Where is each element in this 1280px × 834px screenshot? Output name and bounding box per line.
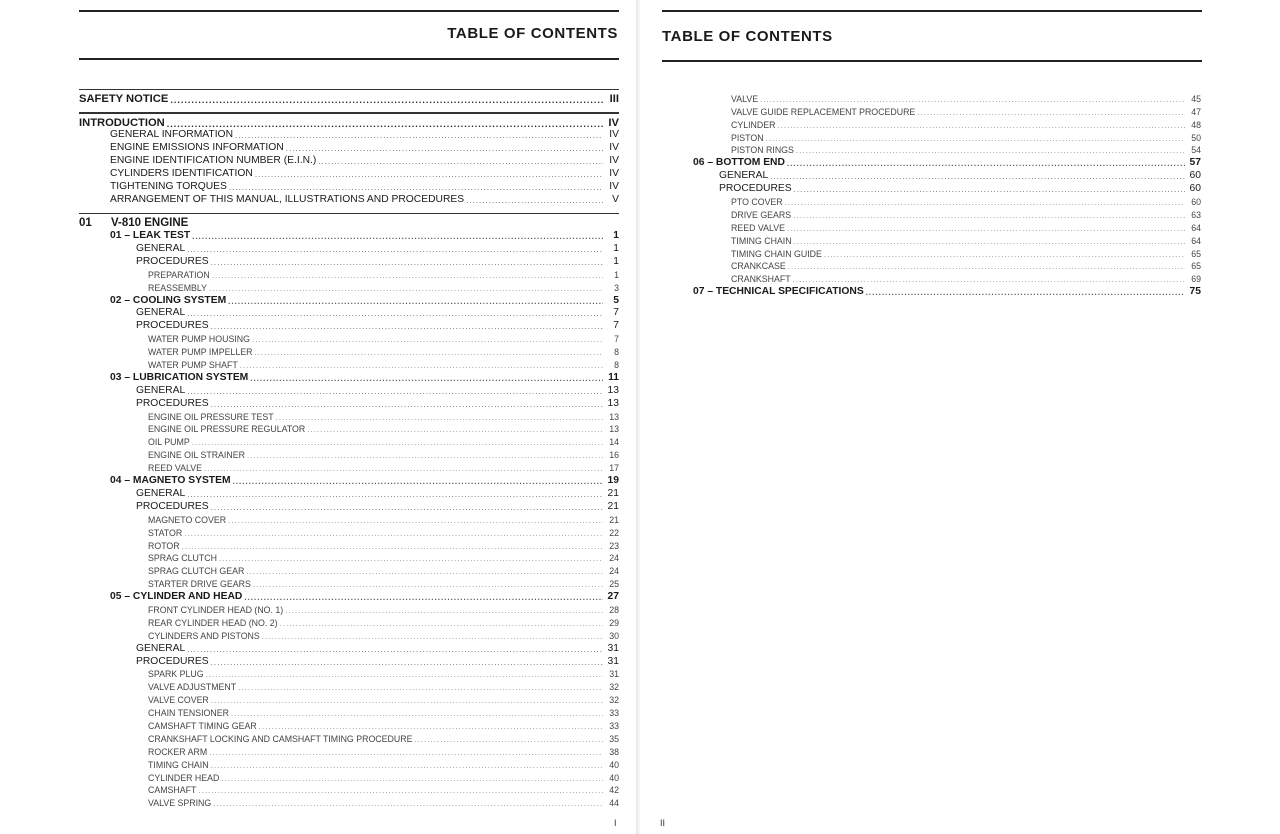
toc-page-number: 60	[1191, 197, 1201, 208]
toc-entry	[693, 285, 1201, 298]
toc-entry	[79, 242, 619, 255]
toc-entry-label: PROCEDURES	[719, 183, 792, 195]
left-page	[0, 0, 638, 834]
toc-entry	[79, 193, 619, 206]
header-rule-top	[662, 10, 1202, 12]
toc-entry-label: REAR CYLINDER HEAD (NO. 2)	[148, 617, 278, 628]
toc-page-number: IV	[608, 116, 619, 129]
dot-leader	[211, 503, 603, 513]
toc-page-number: 60	[1189, 183, 1201, 195]
dot-leader	[192, 438, 603, 448]
toc-entry	[79, 500, 619, 513]
toc-page-number: 40	[609, 772, 619, 783]
page-number: II	[660, 818, 666, 828]
dot-leader	[259, 722, 603, 732]
toc-page-number: 25	[609, 579, 619, 590]
dot-leader	[211, 258, 603, 268]
toc-entry	[79, 268, 619, 281]
toc-page-number: 14	[609, 437, 619, 448]
dot-leader	[228, 516, 603, 526]
dot-leader	[254, 348, 603, 358]
toc-page-number: 32	[609, 695, 619, 706]
toc-entry	[79, 474, 619, 487]
dot-leader	[866, 288, 1185, 298]
toc-entry-label: ENGINE EMISSIONS INFORMATION	[110, 142, 284, 154]
dot-leader	[794, 185, 1185, 195]
toc-entry-label: SPRAG CLUTCH	[148, 553, 217, 564]
toc-entry-label: WATER PUMP SHAFT	[148, 360, 238, 371]
toc-page-number: 28	[609, 604, 619, 615]
toc-entry	[79, 784, 619, 797]
toc-entry-label: PROCEDURES	[136, 320, 209, 332]
toc-entry-label: CAMSHAFT	[148, 785, 197, 796]
toc-entry	[79, 642, 619, 655]
toc-entry-label: 02 – COOLING SYSTEM	[110, 294, 227, 306]
dot-leader	[233, 477, 603, 487]
toc-entry-label: ENGINE OIL STRAINER	[148, 450, 245, 461]
toc-entry-label: STATOR	[148, 527, 183, 538]
toc-entry	[79, 732, 619, 745]
toc-list	[693, 92, 1201, 298]
toc-page-number: 13	[607, 384, 619, 396]
toc-entry	[79, 655, 619, 668]
dot-leader	[318, 157, 603, 167]
toc-page-number: 3	[614, 282, 619, 293]
toc-page-number: 63	[1191, 209, 1201, 220]
toc-entry	[79, 214, 619, 229]
toc-entry	[79, 384, 619, 397]
toc-entry-label: 06 – BOTTOM END	[693, 157, 785, 169]
toc-entry	[79, 114, 619, 129]
toc-entry-label: CRANKSHAFT LOCKING AND CAMSHAFT TIMING PROCEDURE	[148, 733, 413, 744]
toc-entry	[693, 118, 1201, 131]
dot-leader	[787, 224, 1185, 234]
dot-leader	[238, 683, 603, 693]
toc-entry-label: PISTON	[731, 132, 764, 143]
toc-entry-label: PTO COVER	[731, 197, 783, 208]
toc-entry-label: CRANKSHAFT	[731, 274, 791, 285]
toc-page-number: 69	[1191, 274, 1201, 285]
toc-entry	[693, 208, 1201, 221]
toc-page-number: 17	[609, 463, 619, 474]
toc-entry-label: GENERAL	[136, 487, 186, 499]
toc-entry-label: TIMING CHAIN	[731, 235, 792, 246]
toc-entry-label: ROCKER ARM	[148, 746, 208, 757]
toc-page-number: 29	[609, 617, 619, 628]
toc-page-number: 13	[609, 424, 619, 435]
toc-entry-label: ENGINE OIL PRESSURE TEST	[148, 411, 274, 422]
toc-page-number: 31	[607, 655, 619, 667]
toc-entry	[79, 229, 619, 242]
dot-leader	[240, 361, 603, 371]
dot-leader	[307, 425, 603, 435]
toc-entry	[79, 616, 619, 629]
dot-leader	[229, 183, 603, 193]
toc-entry	[79, 423, 619, 436]
toc-entry	[79, 255, 619, 268]
toc-entry-label: SPARK PLUG	[148, 669, 204, 680]
dot-leader	[221, 774, 603, 784]
toc-entry-label: WATER PUMP HOUSING	[148, 334, 250, 345]
dot-leader	[276, 413, 603, 423]
toc-entry	[79, 281, 619, 294]
toc-entry-label: ARRANGEMENT OF THIS MANUAL, ILLUSTRATIONS AND PROCEDURES	[110, 193, 465, 205]
dot-leader	[209, 284, 603, 294]
toc-entry	[79, 680, 619, 693]
toc-entry	[79, 487, 619, 500]
dot-leader	[170, 95, 603, 105]
toc-entry-label: GENERAL	[136, 307, 186, 319]
toc-entry	[79, 461, 619, 474]
toc-entry-label: PROCEDURES	[136, 655, 209, 667]
toc-entry-label: STARTER DRIVE GEARS	[148, 579, 251, 590]
toc-entry	[693, 260, 1201, 273]
dot-leader	[211, 696, 603, 706]
toc-page-number: 1	[613, 243, 619, 255]
dot-leader	[182, 542, 603, 552]
toc-entry-label: VALVE	[731, 93, 759, 104]
toc-entry	[79, 771, 619, 784]
toc-page-number: IV	[609, 129, 619, 141]
toc-entry	[79, 693, 619, 706]
toc-page-number: 27	[607, 591, 619, 603]
toc-page-number: 1	[613, 230, 619, 242]
toc-page-number: 35	[609, 733, 619, 744]
page-title: TABLE OF CONTENTS	[662, 28, 833, 45]
dot-leader	[252, 335, 603, 345]
toc-entry	[79, 719, 619, 732]
toc-page-number: III	[609, 93, 619, 106]
dot-leader	[777, 121, 1185, 131]
toc-entry	[693, 234, 1201, 247]
toc-entry	[693, 247, 1201, 260]
toc-page-number: 16	[609, 450, 619, 461]
toc-page-number: 23	[609, 540, 619, 551]
dot-leader	[285, 606, 603, 616]
toc-entry	[79, 796, 619, 809]
toc-page-number: 38	[609, 746, 619, 757]
toc-page-number: V	[612, 193, 619, 205]
toc-entry-label: 03 – LUBRICATION SYSTEM	[110, 371, 249, 383]
toc-page-number: 75	[1189, 286, 1201, 298]
header-rule-bottom	[662, 60, 1202, 62]
toc-entry-label: V-810 ENGINE	[111, 217, 189, 230]
toc-entry-label: REED VALVE	[731, 222, 785, 233]
toc-entry-label: VALVE ADJUSTMENT	[148, 682, 237, 693]
dot-leader	[219, 554, 603, 564]
dot-leader	[211, 761, 603, 771]
dot-leader	[211, 400, 603, 410]
dot-leader	[788, 262, 1185, 272]
toc-entry-label: FRONT CYLINDER HEAD (NO. 1)	[148, 604, 284, 615]
toc-page-number: 33	[609, 708, 619, 719]
dot-leader	[187, 245, 603, 255]
toc-entry-label: MAGNETO COVER	[148, 514, 227, 525]
toc-page-number: 21	[607, 487, 619, 499]
toc-entry	[79, 358, 619, 371]
toc-page-number: IV	[609, 168, 619, 180]
toc-page-number: 8	[614, 360, 619, 371]
dot-leader	[255, 170, 603, 180]
dot-leader	[235, 131, 603, 141]
toc-entry-label: INTRODUCTION	[79, 116, 165, 129]
toc-entry-label: 04 – MAGNETO SYSTEM	[110, 475, 231, 487]
page-title: TABLE OF CONTENTS	[447, 25, 618, 42]
toc-entry-label: PROCEDURES	[136, 255, 209, 267]
toc-entry-label: 01 – LEAK TEST	[110, 230, 191, 242]
dot-leader	[167, 119, 603, 129]
toc-entry-label: TIMING CHAIN GUIDE	[731, 248, 822, 259]
toc-entry	[693, 272, 1201, 285]
toc-entry-label: GENERAL INFORMATION	[110, 129, 233, 141]
dot-leader	[824, 250, 1185, 260]
dot-leader	[785, 198, 1185, 208]
dot-leader	[414, 735, 603, 745]
toc-entry	[693, 182, 1201, 195]
toc-page-number: 45	[1191, 93, 1201, 104]
toc-entry	[693, 221, 1201, 234]
toc-page-number: 65	[1191, 248, 1201, 259]
toc-entry-label: CYLINDER HEAD	[148, 772, 220, 783]
toc-entry-label: PROCEDURES	[136, 397, 209, 409]
toc-entry	[79, 629, 619, 642]
toc-list	[79, 90, 619, 809]
toc-entry	[79, 552, 619, 565]
toc-page-number: 42	[609, 785, 619, 796]
chapter-number: 01	[79, 217, 92, 230]
dot-leader	[192, 232, 603, 242]
toc-entry	[79, 90, 619, 105]
toc-entry	[79, 319, 619, 332]
page-number: I	[614, 818, 617, 828]
toc-entry-label: VALVE COVER	[148, 695, 209, 706]
toc-entry	[79, 590, 619, 603]
dot-leader	[246, 567, 603, 577]
dot-leader	[760, 95, 1185, 105]
toc-entry-label: REED VALVE	[148, 463, 202, 474]
toc-entry-label: CHAIN TENSIONER	[148, 708, 229, 719]
toc-entry	[693, 92, 1201, 105]
toc-entry	[79, 345, 619, 358]
dot-leader	[262, 632, 603, 642]
toc-page-number: IV	[609, 181, 619, 193]
dot-leader	[244, 593, 603, 603]
dot-leader	[770, 172, 1185, 182]
toc-page-number: 21	[609, 514, 619, 525]
toc-entry-label: GENERAL	[136, 243, 186, 255]
right-page	[640, 0, 1280, 834]
header-rule-top	[79, 10, 619, 12]
toc-page-number: 5	[613, 294, 619, 306]
toc-page-number: 50	[1191, 132, 1201, 143]
toc-entry	[79, 154, 619, 167]
dot-leader	[198, 786, 603, 796]
dot-leader	[187, 387, 603, 397]
header-rule-bottom	[79, 58, 619, 60]
toc-entry	[79, 448, 619, 461]
toc-page-number: 21	[607, 500, 619, 512]
toc-entry-label: PREPARATION	[148, 269, 210, 280]
toc-entry-label: ROTOR	[148, 540, 180, 551]
toc-entry-label: ENGINE IDENTIFICATION NUMBER (E.I.N.)	[110, 155, 317, 167]
toc-page-number: 7	[613, 320, 619, 332]
toc-page-number: 32	[609, 682, 619, 693]
toc-entry-label: CAMSHAFT TIMING GEAR	[148, 720, 257, 731]
toc-entry	[693, 169, 1201, 182]
toc-entry-label: PISTON RINGS	[731, 145, 794, 156]
toc-page-number: 8	[614, 347, 619, 358]
dot-leader	[187, 645, 603, 655]
dot-leader	[228, 297, 603, 307]
toc-page-number: 1	[613, 255, 619, 267]
toc-entry-label: VALVE GUIDE REPLACEMENT PROCEDURE	[731, 106, 916, 117]
toc-entry	[79, 745, 619, 758]
toc-page-number: 33	[609, 720, 619, 731]
toc-entry	[693, 195, 1201, 208]
dot-leader	[247, 451, 603, 461]
dot-leader	[793, 211, 1185, 221]
toc-entry	[79, 294, 619, 307]
dot-leader	[466, 196, 603, 206]
toc-page-number: 31	[607, 642, 619, 654]
dot-leader	[917, 108, 1185, 118]
toc-entry	[79, 758, 619, 771]
toc-entry-label: SPRAG CLUTCH GEAR	[148, 566, 245, 577]
toc-entry-label: CRANKCASE	[731, 261, 786, 272]
toc-entry	[79, 539, 619, 552]
toc-page-number: 24	[609, 553, 619, 564]
toc-entry-label: TIMING CHAIN	[148, 759, 209, 770]
dot-leader	[280, 619, 603, 629]
toc-entry	[79, 526, 619, 539]
toc-page-number: 7	[614, 334, 619, 345]
dot-leader	[206, 670, 603, 680]
toc-entry	[693, 105, 1201, 118]
toc-entry-label: CYLINDERS IDENTIFICATION	[110, 168, 253, 180]
toc-entry	[79, 167, 619, 180]
toc-page-number: IV	[609, 155, 619, 167]
toc-entry	[79, 577, 619, 590]
toc-entry-label: TIGHTENING TORQUES	[110, 181, 227, 193]
toc-entry-label: 05 – CYLINDER AND HEAD	[110, 591, 243, 603]
toc-entry-label: 07 – TECHNICAL SPECIFICATIONS	[693, 286, 864, 298]
toc-page-number: 13	[609, 411, 619, 422]
toc-entry	[79, 397, 619, 410]
dot-leader	[184, 529, 603, 539]
toc-page-number: 22	[609, 527, 619, 538]
toc-page-number: 54	[1191, 145, 1201, 156]
toc-entry	[79, 180, 619, 193]
dot-leader	[187, 490, 603, 500]
toc-entry	[79, 371, 619, 384]
toc-page-number: 30	[609, 630, 619, 641]
dot-leader	[204, 464, 603, 474]
toc-entry-label: VALVE SPRING	[148, 798, 212, 809]
dot-leader	[793, 275, 1185, 285]
toc-entry	[79, 564, 619, 577]
toc-entry-label: CYLINDERS AND PISTONS	[148, 630, 260, 641]
toc-page-number: 47	[1191, 106, 1201, 117]
dot-leader	[766, 134, 1185, 144]
toc-page-number: 11	[608, 371, 619, 383]
toc-page-number: 60	[1189, 170, 1201, 182]
toc-page-number: 65	[1191, 261, 1201, 272]
toc-page-number: 13	[607, 397, 619, 409]
toc-entry	[693, 144, 1201, 157]
toc-entry-label: GENERAL	[136, 384, 186, 396]
dot-leader	[211, 322, 603, 332]
toc-entry	[79, 410, 619, 423]
dot-leader	[286, 144, 603, 154]
toc-page-number: 19	[607, 475, 619, 487]
toc-entry	[79, 706, 619, 719]
toc-page-number: IV	[609, 142, 619, 154]
dot-leader	[787, 159, 1185, 169]
toc-entry	[79, 668, 619, 681]
toc-page-number: 48	[1191, 119, 1201, 130]
toc-entry	[693, 131, 1201, 144]
toc-entry	[79, 332, 619, 345]
toc-page-number: 24	[609, 566, 619, 577]
toc-page-number: 40	[609, 759, 619, 770]
toc-entry-label: OIL PUMP	[148, 437, 190, 448]
toc-page-number: 7	[613, 307, 619, 319]
toc-entry-label: GENERAL	[719, 170, 769, 182]
toc-entry-label: DRIVE GEARS	[731, 209, 792, 220]
toc-entry-label: PROCEDURES	[136, 500, 209, 512]
dot-leader	[794, 237, 1185, 247]
toc-entry	[693, 156, 1201, 169]
dot-leader	[213, 799, 603, 809]
dot-leader	[212, 271, 603, 281]
toc-entry-label: CYLINDER	[731, 119, 776, 130]
dot-leader	[796, 146, 1185, 156]
toc-page-number: 57	[1189, 157, 1201, 169]
toc-page-number: 1	[614, 269, 619, 280]
toc-entry-label: ENGINE OIL PRESSURE REGULATOR	[148, 424, 306, 435]
toc-entry	[79, 603, 619, 616]
dot-leader	[187, 309, 603, 319]
toc-entry	[79, 129, 619, 142]
toc-entry	[79, 307, 619, 320]
toc-entry-label: GENERAL	[136, 642, 186, 654]
toc-page-number: 31	[609, 669, 619, 680]
toc-page-number: 44	[609, 798, 619, 809]
dot-leader	[209, 748, 603, 758]
dot-leader	[211, 658, 603, 668]
dot-leader	[250, 374, 603, 384]
toc-entry-label: SAFETY NOTICE	[79, 93, 169, 106]
toc-entry	[79, 513, 619, 526]
toc-entry	[79, 435, 619, 448]
toc-entry-label: WATER PUMP IMPELLER	[148, 347, 253, 358]
dot-leader	[231, 709, 603, 719]
toc-page-number: 64	[1191, 222, 1201, 233]
toc-entry	[79, 141, 619, 154]
dot-leader	[253, 580, 603, 590]
toc-entry-label: REASSEMBLY	[148, 282, 207, 293]
toc-page-number: 64	[1191, 235, 1201, 246]
